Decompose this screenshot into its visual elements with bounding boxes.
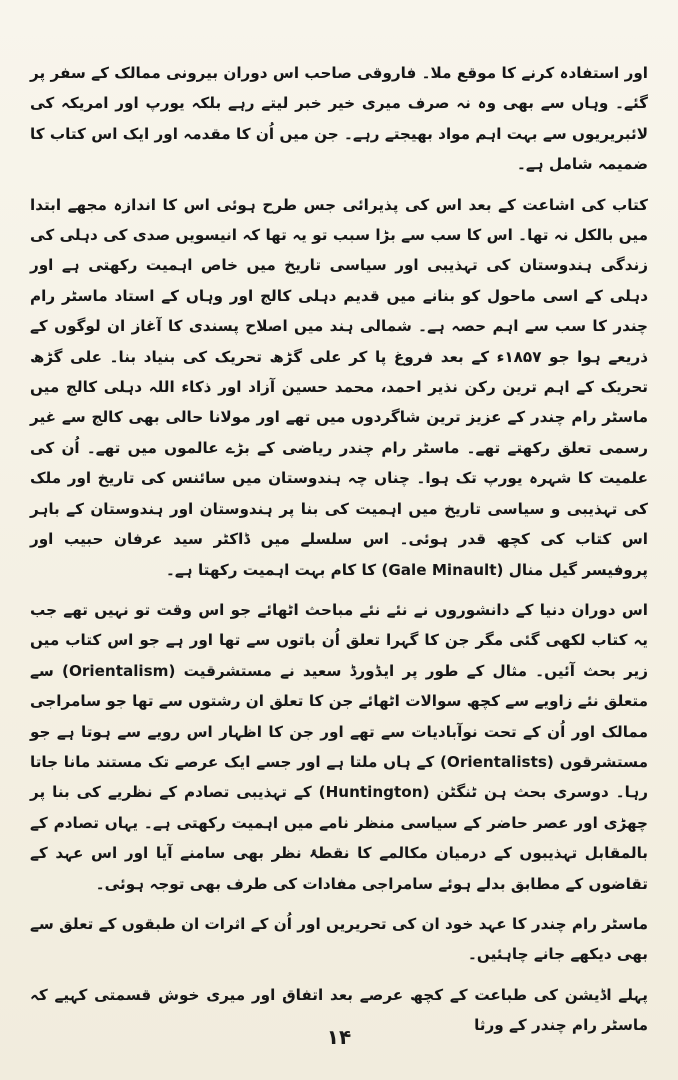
paragraph-5: پہلے اڈیشن کی طباعت کے کچھ عرصے بعد اتفاق اور میری خوش قسمتی کہیے کہ ماسٹر رام چندر کے ورثا	[30, 985, 648, 1035]
page-body-text	[30, 58, 648, 1041]
page-number: ۱۴	[326, 1025, 352, 1049]
paragraph-4: ماسٹر رام چندر کا عہد خود ان کی تحریریں اور اُن کے اثرات ان طبقوں کے تعلق سے بھی دیکھے جانے چاہئیں۔	[30, 914, 648, 964]
paragraph-2: کتاب کی اشاعت کے بعد اس کی پذیرائی جس طرح ہوئی اس کا اندازہ مجھے ابتدا میں بالکل نہ تھا۔ اس کا سب سے بڑا سبب تو یہ تھا کہ انیسویں صدی کی دہلی کی زندگی ہندوستان کی تہذیبی اور سیاسی تاریخ میں خاص اہمیت رکھتی ہے اور دہلی کے اسی ماحول کو بنانے میں قدیم دہلی کالج اور وہاں کے استاد ماسٹر رام چندر کا سب سے اہم حصہ ہے۔ شمالی ہند میں اصلاح پسندی کا آغاز ان لوگوں کے ذریعے ہوا جو ۱۸۵۷ء کے بعد فروغ پا کر علی گڑھ تحریک کی بنیاد بنا۔ علی گڑھ تحریک کے اہم ترین رکن نذیر احمد، محمد حسین آزاد اور ذکاء اللہ دہلی کالج میں ماسٹر رام چندر کے عزیز ترین شاگردوں میں تھے اور مولانا حالی بھی کالج سے غیر رسمی تعلق رکھتے تھے۔ ماسٹر رام چندر ریاضی کے بڑے عالموں میں تھے۔ اُن کی علمیت کا شہرہ یورپ تک ہوا۔ چناں چہ ہندوستان میں سائنس کی تاریخ اور ملک کی تہذیبی و سیاسی تاریخ میں اہمیت کی بنا پر ہندوستان اور ہندوستان کے باہر اس کتاب کی کچھ قدر ہوئی۔ اس سلسلے میں ڈاکٹر سید عرفان حبیب اور پروفیسر گیل منال (Gale Minault) کا کام بہت اہمیت رکھتا ہے۔	[30, 195, 648, 579]
paragraph-3: اس دوران دنیا کے دانشوروں نے نئے نئے مباحث اٹھائے جو اس وقت تو نہیں تھے جب یہ کتاب لکھی گئی مگر جن کا گہرا تعلق اُن باتوں سے تھا اور ہے جو اس کتاب میں زیر بحث آئیں۔ مثال کے طور پر ایڈورڈ سعید نے مستشرقیت (Orientalism) سے متعلق نئے زاویے سے کچھ سوالات اٹھائے جن کا تعلق ان رشتوں سے تھا جو سامراجی ممالک اور اُن کے تحت نوآبادیات سے تھے اور جن کا اظہار اس رویے سے ہوتا ہے جو مستشرقوں (Orientalists) کے ہاں ملتا ہے اور جسے ایک عرصے تک مستند مانا جاتا رہا۔ دوسری بحث ہن ٹنگٹن (Huntington) کے تہذیبی تصادم کے نظریے کی بنا پر چھڑی اور عصر حاضر کے سیاسی منظر نامے میں اہمیت رکھتی ہے۔ یہاں تصادم کے بالمقابل تہذیبوں کے درمیان مکالمے کا نقطۂ نظر بھی سامنے آیا اور اس عہد کے تقاضوں کے مطابق بدلے ہوئے سامراجی مفادات کی طرف بھی توجہ ہوئی۔	[30, 600, 648, 893]
paragraph-1: اور استفادہ کرنے کا موقع ملا۔ فاروقی صاحب اس دوران بیرونی ممالک کے سفر پر گئے۔ وہاں سے بھی وہ نہ صرف میری خیر خبر لیتے رہے بلکہ یورپ اور امریکہ کی لائبریریوں سے بہت اہم مواد بھیجتے رہے۔ جن میں اُن کا مقدمہ اور ایک اس کتاب کا ضمیمہ شامل ہے۔	[30, 64, 648, 174]
